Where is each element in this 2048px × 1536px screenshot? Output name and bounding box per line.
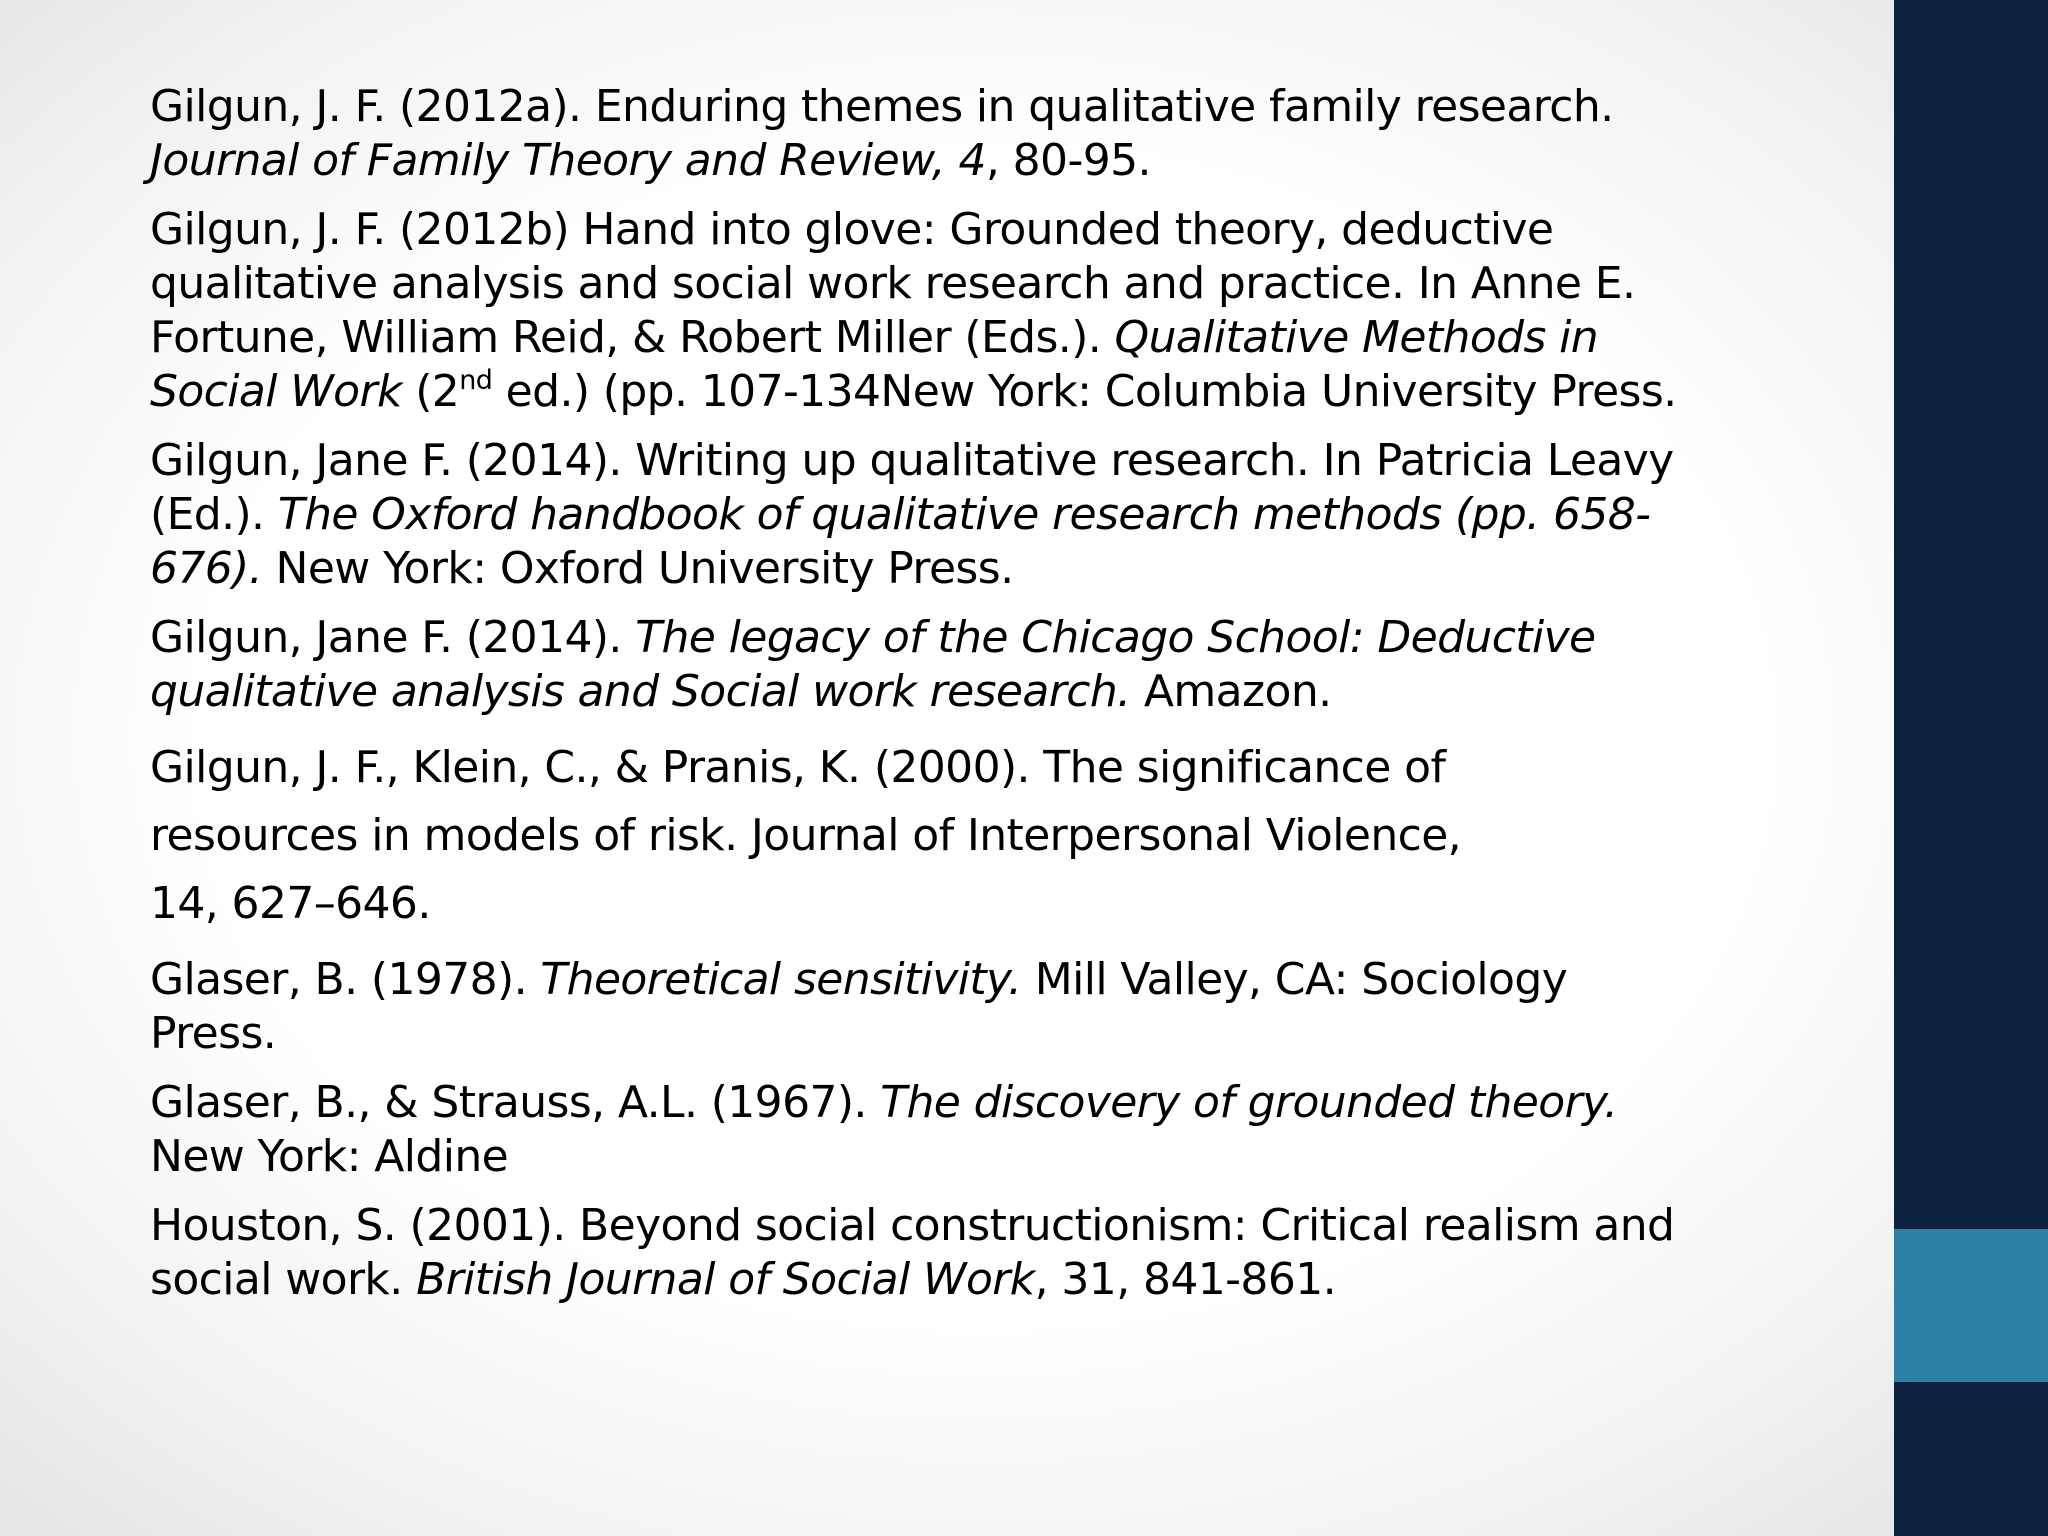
reference-entry (150, 434, 1800, 596)
reference-entry (150, 734, 1800, 938)
italic-text: Journal of Family Theory and Review, 4 (150, 135, 986, 186)
reference-list (150, 80, 1800, 1322)
reference-text: Houston, S. (2001). Beyond social constructionism: Critical realism and (150, 1200, 1675, 1251)
accent-block (1894, 1229, 2048, 1382)
reference-text: (2 (401, 366, 460, 417)
reference-line (150, 953, 1800, 1007)
reference-line (150, 488, 1800, 542)
reference-line (150, 734, 1800, 802)
reference-text: 14, 627–646. (150, 878, 431, 929)
reference-entry (150, 953, 1800, 1061)
reference-text: Gilgun, J. F., Klein, C., & Pranis, K. (2000). The significance of (150, 742, 1446, 793)
italic-text: 676). (150, 543, 263, 594)
reference-line (150, 311, 1800, 365)
reference-line (150, 802, 1800, 870)
reference-text: Gilgun, Jane F. (2014). Writing up qualitative research. In Patricia Leavy (150, 435, 1674, 486)
reference-line (150, 1007, 1800, 1061)
reference-text: Amazon. (1130, 666, 1332, 717)
reference-line (150, 434, 1800, 488)
reference-text: Gilgun, J. F. (2012b) Hand into glove: Grounded theory, deductive (150, 204, 1554, 255)
reference-line (150, 1130, 1800, 1184)
reference-text: , 80-95. (985, 135, 1151, 186)
superscript-text: nd (459, 365, 493, 397)
reference-text: Gilgun, Jane F. (2014). (150, 612, 636, 663)
reference-entry (150, 1199, 1800, 1307)
italic-text: Qualitative Methods in (1114, 312, 1599, 363)
reference-text: Mill Valley, CA: Sociology (1021, 954, 1568, 1005)
italic-text: qualitative analysis and Social work research. (150, 666, 1131, 717)
reference-line (150, 665, 1800, 719)
reference-text: social work. (150, 1254, 417, 1305)
reference-text: New York: Aldine (150, 1131, 509, 1182)
reference-text: (Ed.). (150, 489, 278, 540)
reference-text: Glaser, B. (1978). (150, 954, 541, 1005)
reference-line (150, 611, 1800, 665)
reference-line (150, 542, 1800, 596)
reference-line (150, 1076, 1800, 1130)
reference-entry (150, 1076, 1800, 1184)
reference-text: qualitative analysis and social work research and practice. In Anne E. (150, 258, 1636, 309)
italic-text: The legacy of the Chicago School: Deductive (635, 612, 1596, 663)
reference-line (150, 257, 1800, 311)
reference-entry (150, 80, 1800, 188)
reference-line (150, 1199, 1800, 1253)
reference-text: ed.) (pp. 107-134New York: Columbia University Press. (492, 366, 1677, 417)
reference-line (150, 365, 1800, 419)
italic-text: Theoretical sensitivity. (540, 954, 1022, 1005)
reference-line (150, 1253, 1800, 1307)
reference-line (150, 134, 1800, 188)
reference-text: New York: Oxford University Press. (262, 543, 1014, 594)
italic-text: The Oxford handbook of qualitative research methods (pp. 658- (277, 489, 1651, 540)
italic-text: Social Work (150, 366, 402, 417)
reference-line (150, 870, 1800, 938)
reference-entry (150, 203, 1800, 419)
reference-text: , 31, 841-861. (1034, 1254, 1337, 1305)
reference-line (150, 80, 1800, 134)
reference-text: Gilgun, J. F. (2012a). Enduring themes in qualitative family research. (150, 81, 1614, 132)
reference-text: Glaser, B., & Strauss, A.L. (1967). (150, 1077, 881, 1128)
reference-entry (150, 611, 1800, 719)
reference-line (150, 203, 1800, 257)
reference-text: resources in models of risk. Journal of Interpersonal Violence, (150, 810, 1462, 861)
italic-text: British Journal of Social Work (416, 1254, 1035, 1305)
reference-text: Press. (150, 1008, 277, 1059)
italic-text: The discovery of grounded theory. (880, 1077, 1618, 1128)
reference-text: Fortune, William Reid, & Robert Miller (Eds.). (150, 312, 1115, 363)
